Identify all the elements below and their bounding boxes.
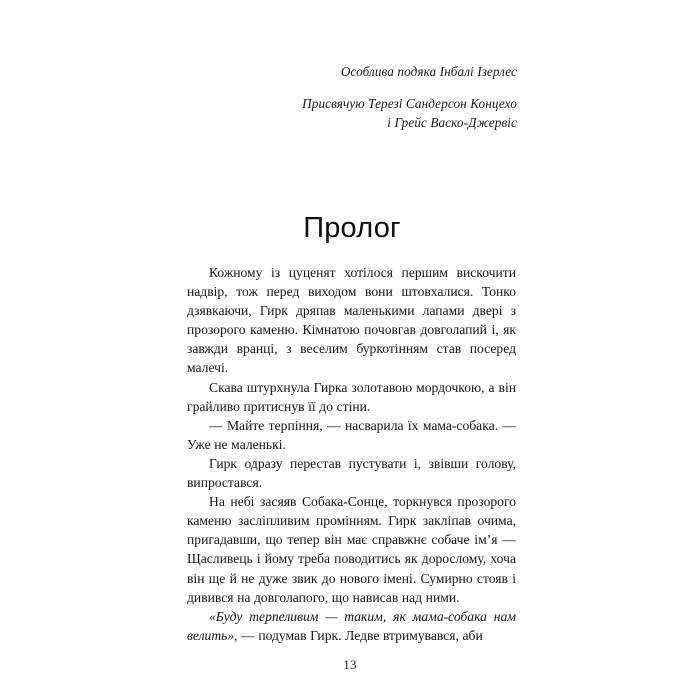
italic-thought-quote: «Буду терпеливим — таким, як мама-собака нам велить» [187,608,516,643]
body-text-column [187,263,516,645]
final-paragraph [187,607,516,645]
dedication-line-3: і Грейс Васко-Джервіс [387,115,517,130]
body-paragraph: Скава штурхнула Гирка золотавою мордочкою, а він грайливо притиснув її до стіни. [187,379,516,414]
dedication-line-1: Особлива подяка Інбалі Ізерлес [340,64,517,79]
body-paragraph: Гирк одразу перестав пустувати і, звівши голову, випростався. [187,455,516,491]
body-paragraph: На небі засяяв Собака-Сонце, торкнувся прозорого каменю засліпливим промінням. Гирк закліпав очима, пригадавши, що тепер він має справжнє собаче ім’я — Щасливець і йому треба поводитись як дорослому, хоча він ще й не дуже звик до нового імені. Сумирно стояв і дивився на довголапого, що нависав над ними. [187,494,516,605]
page-number: 13 [343,657,357,672]
final-paragraph-rest: , — подумав Гирк. Ледве втримувався, аби [234,627,483,643]
dedication-block [187,62,517,132]
chapter-title: Пролог [303,212,401,244]
dialogue-paragraph: — Майте терпіння, — насварила їх мама-собака. — Уже не маленькі. [187,417,516,452]
dedication-line-2: Присвячую Терезі Сандерсон Концехо [302,96,517,111]
body-paragraph: Кожному із цуценят хотілося першим вискочити надвір, тож перед виходом вони штовхалися. Тонко дзявкаючи, Гирк дряпав маленькими лапами двері з прозорого каменю. Кімнатою почовгав довголапий і, як завжди вранці, з веселим буркотінням став посеред малечі. [187,265,516,376]
